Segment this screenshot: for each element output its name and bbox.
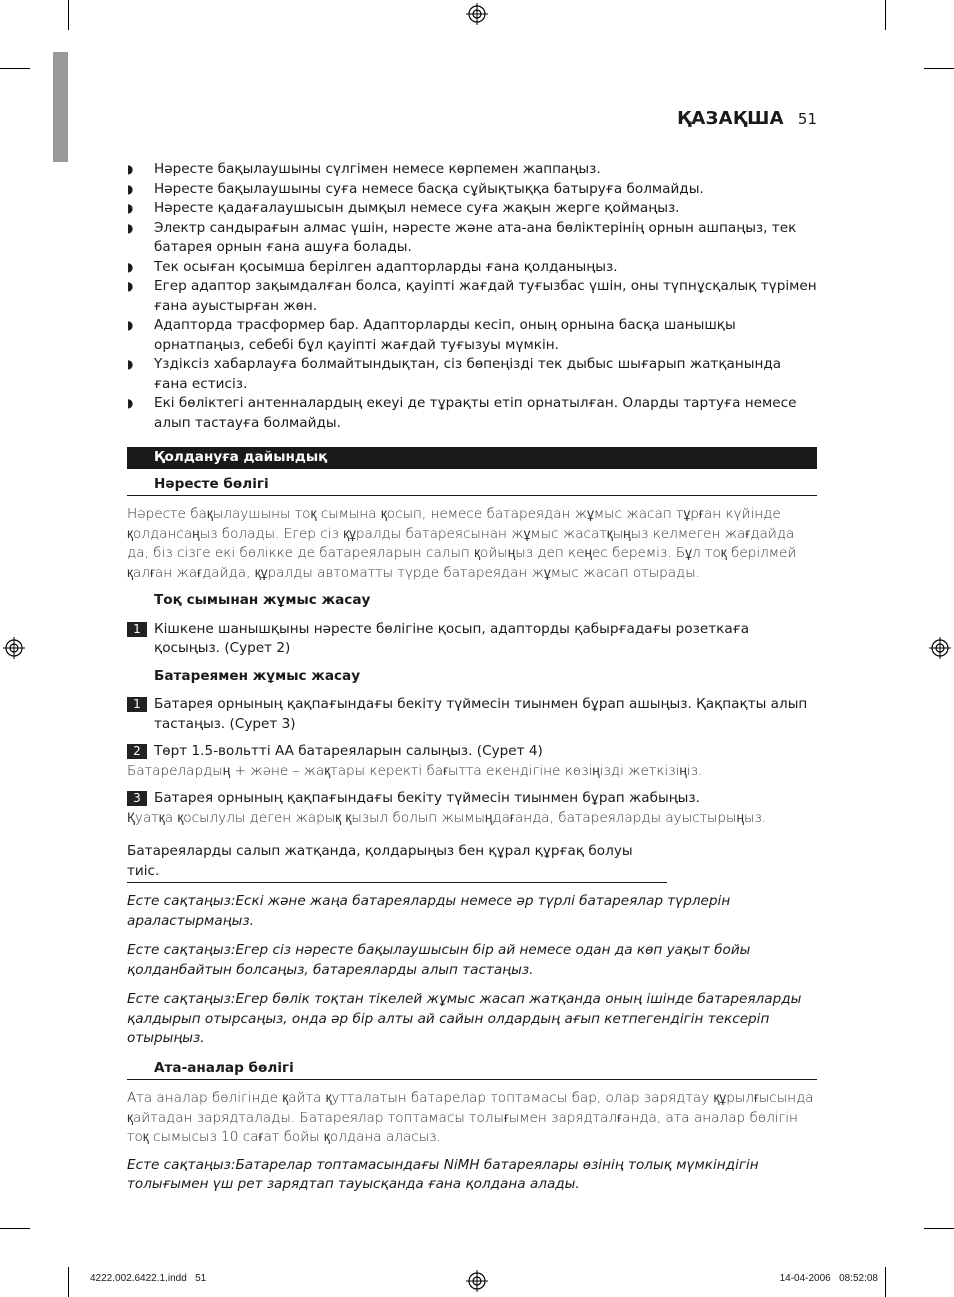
step-number: 2 bbox=[127, 744, 147, 759]
step-text: Батарея орнының қақпағындағы бекіту түймесін тиынмен бұрап ашыңыз. Қақпақты алып тастаңыз. (Сурет 3) bbox=[154, 696, 808, 732]
note-text: Есте сақтаңыз:Егер сіз нәресте бақылаушысын бір ай немесе одан да көп уақыт бойы қолданбайтын болсаңыз, батареяларды алып тастаңыз. bbox=[127, 942, 751, 978]
registration-mark-icon bbox=[466, 1270, 488, 1292]
list-item: ◗ Нәресте қадағалаушысын дымқыл немесе суға жақын жерге қоймаңыз. bbox=[127, 199, 817, 219]
note-text: Есте сақтаңыз:Ескі және жаңа батареяларды немесе әр түрлі батареялар түрлерін араластырмаңыз. bbox=[127, 893, 731, 929]
registration-mark-icon bbox=[3, 637, 25, 659]
step-text: Батарея орнының қақпағындағы бекіту түймесін тиынмен бұрап жабыңыз. bbox=[154, 790, 700, 806]
list-item: ◗ Тек осыған қосымша берілген адапторларды ғана қолданыңыз. bbox=[127, 258, 817, 278]
page-header bbox=[677, 108, 817, 129]
step-text: Төрт 1.5-вольтті AA батареяларын салыңыз. (Сурет 4) bbox=[154, 743, 543, 759]
registration-mark-icon bbox=[466, 3, 488, 25]
baby-unit-intro: Нәресте бақылаушыны тоқ сымына қосып, немесе батареядан жұмыс жасап тұрған күйінде қолдансаңыз болады. Егер сіз құралды батареясынан жұмыс жасатқыңыз келмеген жағдайда да, біз сізге екі бөлікке де батареяларын салып қойыңыз деп кеңес береміз. Бұл тоқ берілмей қалған жағдайда, құралды автоматты түрде батареядан жұмыс жасап отырады. bbox=[127, 506, 797, 581]
step-item bbox=[127, 695, 817, 734]
list-item: ◗ Электр сандырағын алмас үшін, нәресте және ата-ана бөліктерінің орнын ашпаңыз, тек батарея орнын ғана ашуға болады. bbox=[127, 219, 817, 258]
crop-mark bbox=[0, 1228, 30, 1229]
crop-mark bbox=[924, 68, 954, 69]
step-item bbox=[127, 789, 817, 809]
subsection-title: Ата-аналар бөлігі bbox=[154, 1059, 294, 1076]
step-text: Кішкене шанышқыны нәресте бөлігіне қосып, адапторды қабырғадағы розеткаға қосыңыз. (Сурет 2) bbox=[154, 620, 750, 656]
language-title: ҚАЗАҚША bbox=[677, 108, 784, 129]
page-number: 51 bbox=[797, 110, 817, 128]
list-item: ◗ Екі бөліктегі антенналардың екеуі де тұрақты етіп орнатылған. Оларды тартуға немесе алып тастауға болмайды. bbox=[127, 394, 817, 433]
note-text: Есте сақтаңыз:Батарелар топтамасындағы NiMH батареялары өзінің толық мүмкіндігін толығымен үш рет зарядтап тауысқанда ғана қолдана алады. bbox=[127, 1156, 759, 1192]
step-item bbox=[127, 742, 817, 762]
parent-unit-heading bbox=[127, 1059, 817, 1081]
list-item: ◗ Үздіксіз хабарлауға болмайтындықтан, сіз бөпеңізді тек дыбыс шығарып жатқанында ғана естисіз. bbox=[127, 355, 817, 394]
list-item: ◗ Адапторда трасформер бар. Адапторларды кесіп, оның орнына басқа шанышқы орнатпаңыз, себебі бұл қауіпті жағдай туғызуы мүмкін. bbox=[127, 316, 817, 355]
registration-mark-icon bbox=[929, 637, 951, 659]
footer-file: 4222.002.6422.1.indd 51 bbox=[90, 1273, 207, 1284]
crop-mark bbox=[68, 1267, 69, 1297]
note-text: Есте сақтаңыз:Егер бөлік тоқтан тікелей жұмыс жасап жатқанда оның ішінде батареяларды қалдырып отырсаңыз, онда әр бір алты ай сайын олдардың ағып кетпегендігін тексеріп отырыңыз. bbox=[127, 991, 802, 1046]
parent-unit-intro: Ата аналар бөлігінде қайта қутталатын батарелар топтамасы бар, олар зарядтау құрылғысында қайтадан зарядталады. Батареялар топтамасы толығымен зарядталғанда, ата аналар бөлігін тоқ сымысыз 10 сағат бойы қолдана аласыз. bbox=[127, 1090, 814, 1145]
list-item: ◗ Егер адаптор зақымдалған болса, қауіпті жағдай туғызбас үшін, оны түпнұсқалық түрімен ғана ауыстырған жөн. bbox=[127, 277, 817, 316]
list-item: ◗ Нәресте бақылаушыны суға немесе басқа сұйықтыққа батыруға болмайды. bbox=[127, 180, 817, 200]
step-note: Қуатқа қосылулы деген жарық қызыл болып жымыңдағанда, батареяларды ауыстырыңыз. bbox=[127, 809, 767, 826]
section-title-bar: Қолдануға дайындық bbox=[127, 447, 817, 469]
crop-mark bbox=[924, 1228, 954, 1229]
crop-mark bbox=[885, 1267, 886, 1297]
step-number: 1 bbox=[127, 622, 147, 637]
step-note: Батарелардың + және – жақтары керекті бағытта екендігіне көзіңізді жеткізіңіз. bbox=[127, 762, 703, 779]
language-tab-marker bbox=[53, 52, 68, 162]
page-content bbox=[127, 160, 817, 1205]
baby-unit-heading bbox=[127, 475, 817, 497]
step-item bbox=[127, 620, 817, 659]
crop-mark bbox=[885, 0, 886, 30]
crop-mark bbox=[0, 68, 30, 69]
list-item: ◗ Нәресте бақылаушыны сүлгімен немесе көрпемен жаппаңыз. bbox=[127, 160, 817, 180]
footer-date: 14-04-2006 08:52:08 bbox=[779, 1273, 878, 1284]
safety-bullet-list bbox=[127, 160, 817, 433]
warning-text: Батареяларды салып жатқанда, қолдарыңыз бен құрал құрғақ болуы тиіс. bbox=[127, 842, 667, 883]
crop-mark bbox=[68, 0, 69, 30]
mains-heading: Тоқ сымынан жұмыс жасау bbox=[154, 592, 371, 608]
step-number: 3 bbox=[127, 791, 147, 806]
battery-heading: Батареямен жұмыс жасау bbox=[154, 667, 361, 684]
subsection-title: Нәресте бөлігі bbox=[154, 475, 269, 492]
step-number: 1 bbox=[127, 697, 147, 712]
